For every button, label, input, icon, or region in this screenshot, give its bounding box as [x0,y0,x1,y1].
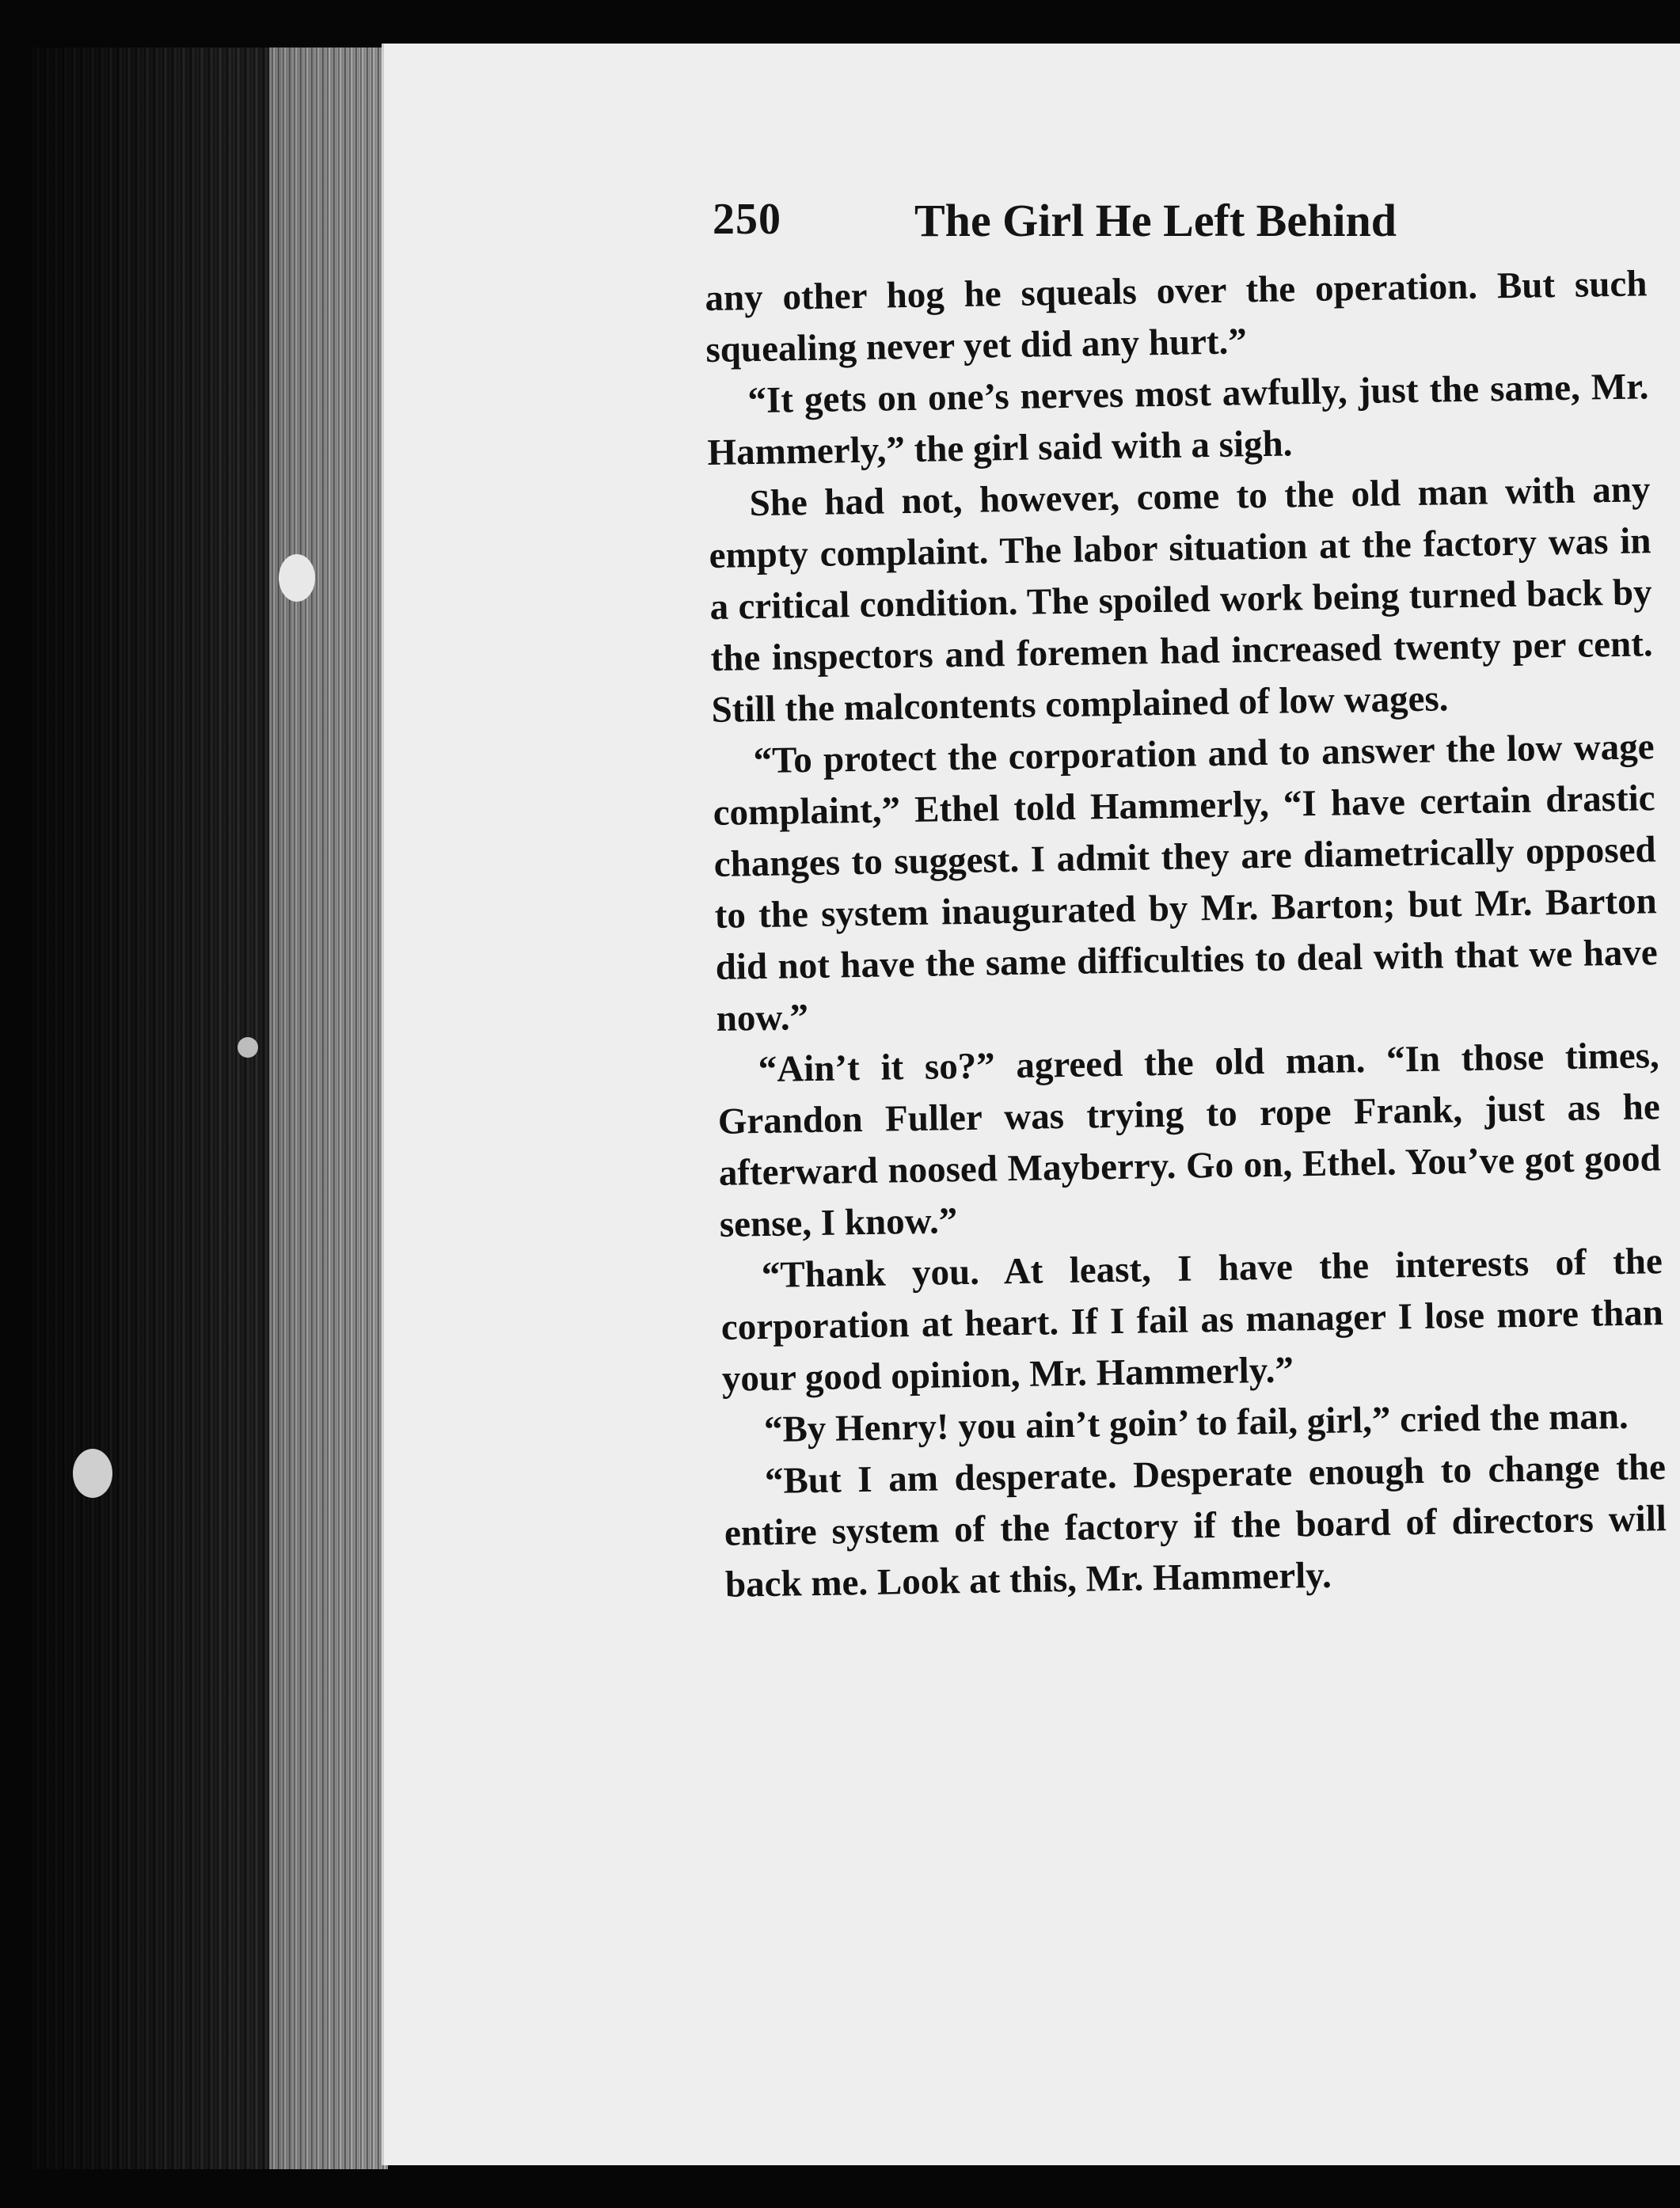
scan-blot [238,1037,258,1058]
scan-blot [279,554,315,602]
paragraph: She had not, however, come to the old man with any empty complaint. The labor situation at the factory was in a critical condition. The spoiled work being turned back by the inspectors and foremen had increased twenty per cent. Still the malcontents complained of low wages. [709,469,1653,731]
running-title: The Girl He Left Behind [914,195,1397,246]
paragraph: “By Henry! you ain’t goin’ to fail, girl,” cried the man. [763,1395,1629,1450]
paragraph: “To protect the corporation and to answer the low wage complaint,” Ethel told Hammerly, “I have certain drastic changes to suggest. I admit they are diametrically opposed to the system inaugurated by Mr. Barton; but Mr. Barton did not have the same difficulties to deal with that we have now.” [713,726,1659,1039]
body-text [705,258,1667,1610]
scan-blot [73,1449,112,1498]
page-header [713,194,1504,265]
paragraph: “Ain’t it so?” agreed the old man. “In those times, Grandon Fuller was trying to rope Frank, just as he afterward noosed Mayberry. Go on, Ethel. You’ve got good sense, I know.” [717,1035,1662,1245]
paragraph: “It gets on one’s nerves most awfully, just the same, Mr. Hammerly,” the girl said with a sigh. [707,366,1649,473]
page-number: 250 [713,195,781,244]
paragraph: “But I am desperate. Desperate enough to change the entire system of the factory if the board of directors will back me. Look at this, Mr. Hammerly. [724,1446,1667,1606]
gutter-shadow [32,48,388,2169]
paragraph: any other hog he squeals over the operation. But such squealing never yet did any hurt.” [705,263,1648,371]
paragraph: “Thank you. At least, I have the interests of the corporation at heart. If I fail as manager I lose more than your good opinion, Mr. Hammerly.” [720,1241,1664,1400]
book-page [382,44,1680,2165]
